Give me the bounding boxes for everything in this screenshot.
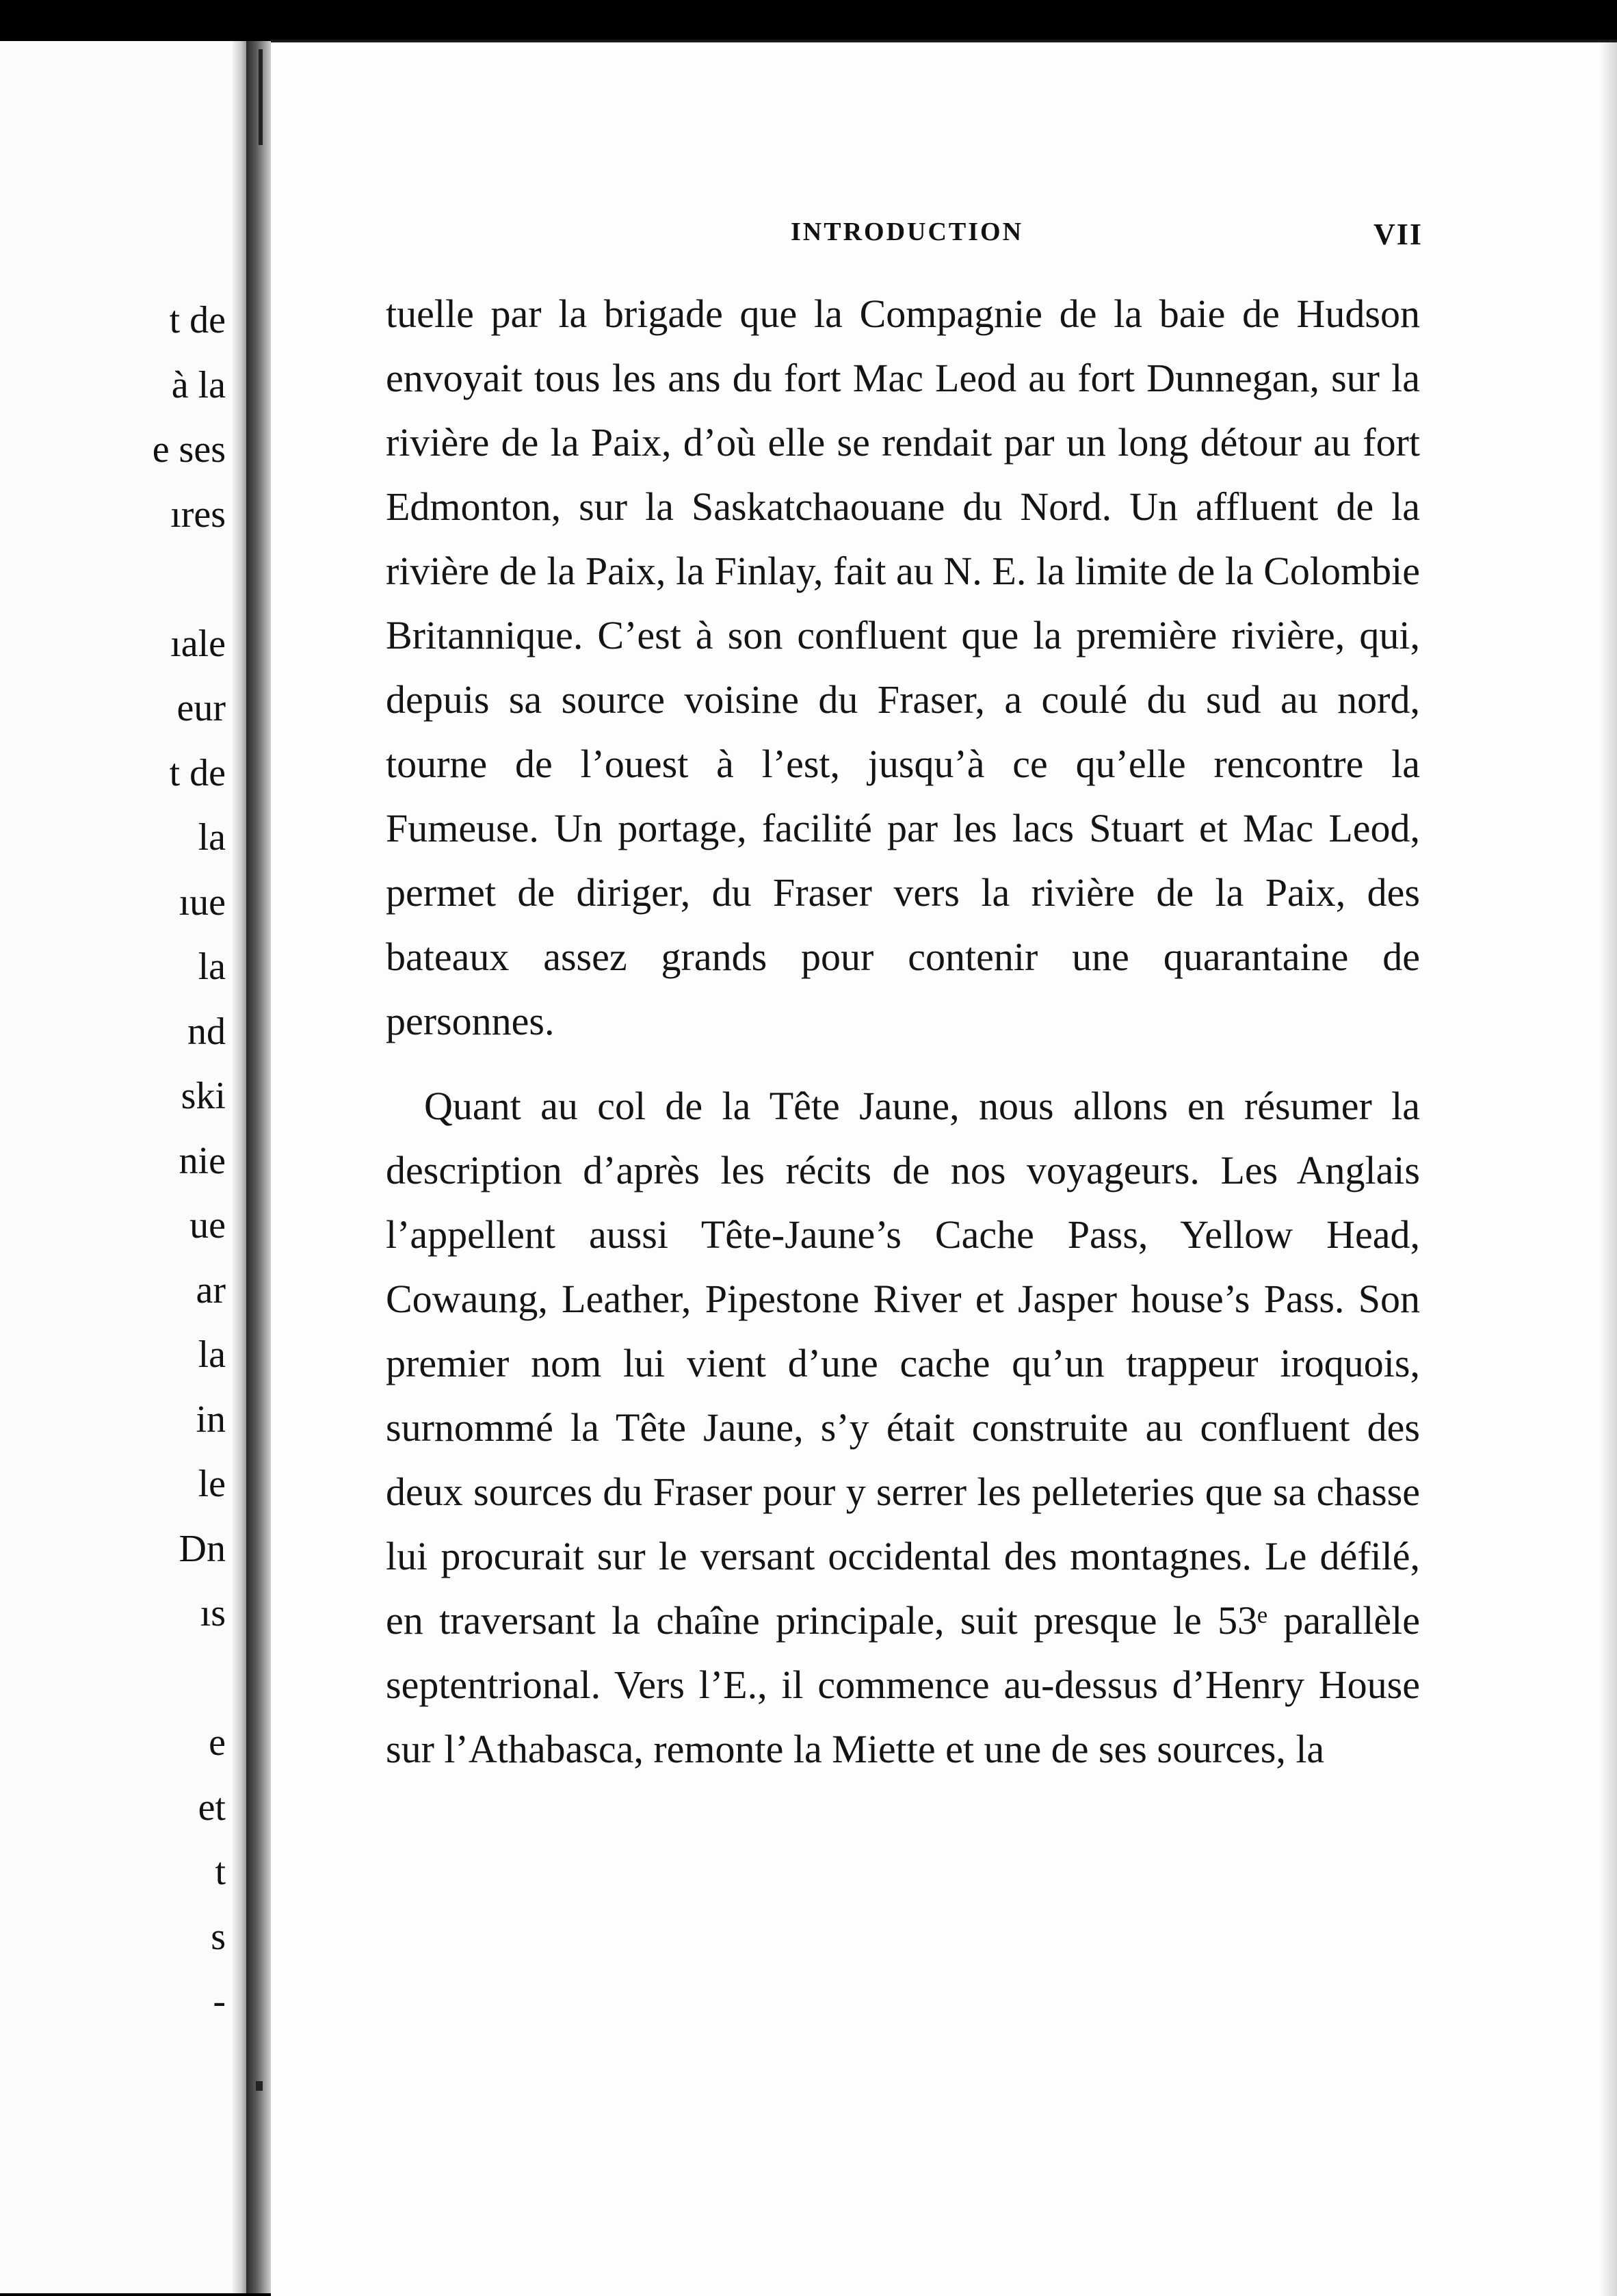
- left-page-line-fragment: nie: [179, 1139, 226, 1182]
- left-page-line-fragment: t: [215, 1851, 226, 1893]
- left-page-gutter-shadow: [233, 41, 248, 2293]
- page-number: VII: [1373, 218, 1423, 251]
- left-page-line-fragment: nd: [187, 1010, 226, 1053]
- left-page-line-fragment: et: [198, 1786, 226, 1829]
- left-page-line-fragment: le: [198, 1463, 226, 1505]
- left-facing-page: [0, 41, 248, 2293]
- left-page-line-fragment: t de: [169, 299, 226, 341]
- left-page-line-fragment: s: [211, 1915, 226, 1958]
- left-page-line-fragment: e ses: [152, 428, 226, 471]
- left-page-line-fragment: ıale: [170, 622, 226, 665]
- left-page-line-fragment: e: [209, 1721, 226, 1764]
- body-text: [386, 282, 1420, 1782]
- left-page-line-fragment: in: [196, 1398, 226, 1441]
- left-page-line-fragment: eur: [176, 687, 226, 729]
- left-page-line-fragment: ıres: [170, 493, 226, 536]
- left-page-line-fragment: -: [213, 1980, 226, 2022]
- book-spine: [246, 41, 271, 2293]
- left-page-line-fragment: ıue: [179, 880, 226, 924]
- left-page-line-fragment: la: [198, 816, 226, 859]
- binding-mark: [259, 49, 263, 145]
- left-page-line-fragment: ar: [196, 1268, 226, 1312]
- left-page-line-fragment: t de: [169, 751, 226, 794]
- paragraph-continuation: tuelle par la brigade que la Compagnie de la baie de Hudson envoyait tous les ans du fort Mac Leod au fort Dunnegan, sur la rivière de la Paix, d’où elle se rendait par un long détour au fort Edmonton, sur la Saskatchaouane du Nord. Un affluent de la rivière de la Paix, la Finlay, fait au N. E. la limite de la Colombie Britannique. C’est à son confluent que la première rivière, qui, depuis sa source voisine du Fraser, a coulé du sud au nord, tourne de l’ouest à l’est, jusqu’à ce qu’elle rencontre la Fumeuse. Un portage, facilité par les lacs Stuart et Mac Leod, permet de diriger, du Fraser vers la rivière de la Paix, des bateaux assez grands pour contenir une quarantaine de personnes.: [386, 291, 1420, 1043]
- left-page-line-fragment: la: [198, 1333, 226, 1376]
- left-page-line-fragment: la: [198, 945, 226, 988]
- right-page: [271, 40, 1617, 2296]
- left-page-line-fragment: ue: [189, 1204, 226, 1247]
- left-page-line-fragment: ski: [181, 1075, 226, 1117]
- binding-mark: [256, 2081, 263, 2091]
- page-edge-shadow: [1599, 42, 1617, 2296]
- paragraph: Quant au col de la Tête Jaune, nous allons en résumer la description d’après les récits de nos voyageurs. Les Anglais l’appellent aussi Tête-Jaune’s Cache Pass, Yellow Head, Cowaung, Leather, Pipestone River et Jasper house’s Pass. Son premier nom lui vient d’une cache qu’un trappeur iroquois, surnommé la Tête Jaune, s’y était construite au confluent des deux sources du Fraser pour y serrer les pelleteries que sa chasse lui procurait sur le versant occidental des montagnes. Le défilé, en traversant la chaîne principale, suit presque le 53ᵉ parallèle septentrional. Vers l’E., il commence au-dessus d’Henry House sur l’Athabasca, remonte la Miette et une de ses sources, la: [386, 1084, 1420, 1771]
- left-page-line-fragment: ıs: [200, 1592, 226, 1634]
- left-page-line-fragment: Dn: [179, 1527, 226, 1570]
- running-head: INTRODUCTION: [791, 218, 1024, 246]
- left-page-line-fragment: à la: [171, 363, 226, 406]
